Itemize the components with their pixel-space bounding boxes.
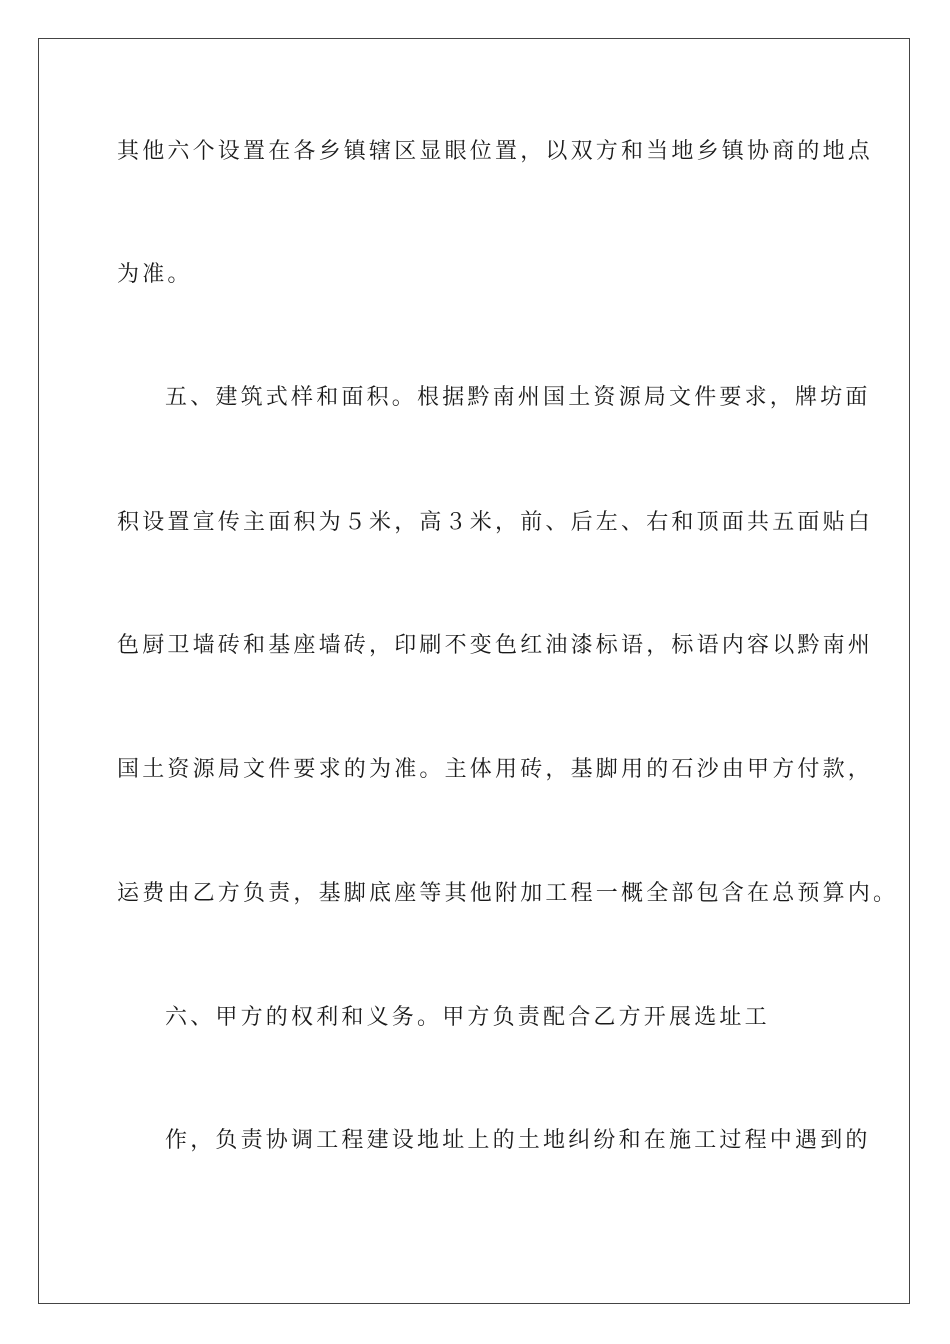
text-line-9: 作，负责协调工程建设地址上的土地纠纷和在施工过程中遇到的 bbox=[165, 1128, 871, 1153]
text-line-5: 色厨卫墙砖和基座墙砖，印刷不变色红油漆标语，标语内容以黔南州 bbox=[117, 633, 874, 658]
text-line-2: 为准。 bbox=[117, 262, 193, 287]
text-line-6: 国土资源局文件要求的为准。主体用砖，基脚用的石沙由甲方付款， bbox=[117, 757, 874, 782]
section-six-heading-line: 六、甲方的权利和义务。甲方负责配合乙方开展选址工 bbox=[165, 1005, 770, 1030]
text-line-7: 运费由乙方负责，基脚底座等其他附加工程一概全部包含在总预算内。 bbox=[117, 881, 899, 906]
page-border bbox=[38, 38, 910, 1304]
section-five-heading-line: 五、建筑式样和面积。根据黔南州国土资源局文件要求，牌坊面 bbox=[165, 385, 871, 410]
text-line-1: 其他六个设置在各乡镇辖区显眼位置，以双方和当地乡镇协商的地点 bbox=[117, 139, 874, 164]
text-line-4: 积设置宣传主面积为５米，高３米，前、后左、右和顶面共五面贴白 bbox=[117, 510, 874, 535]
